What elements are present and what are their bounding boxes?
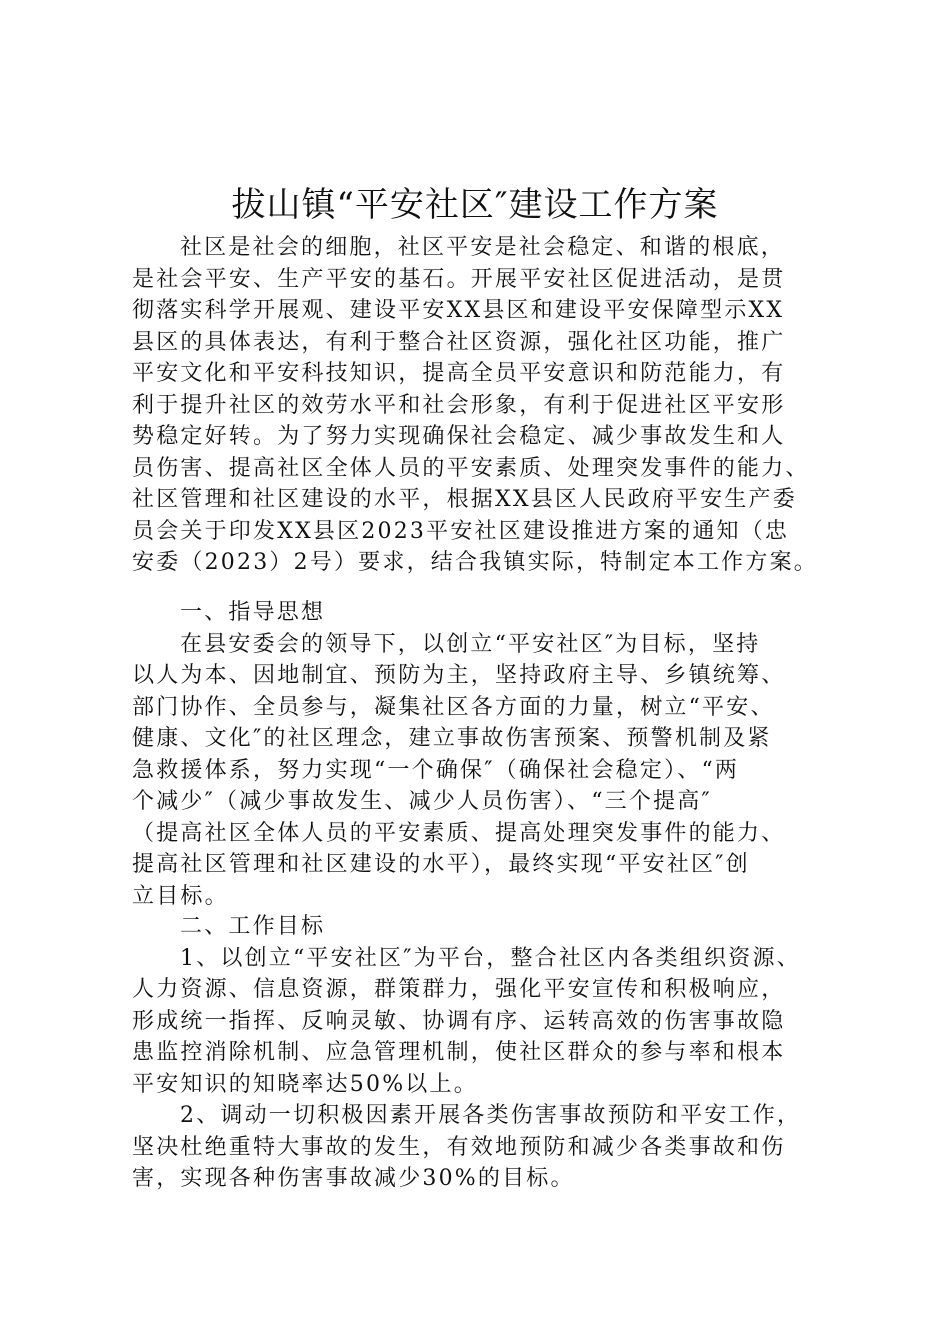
section-heading: 一、指导思想 [180, 600, 326, 625]
paragraph-line: 提高社区管理和社区建设的水平），最终实现“平安社区″创 [132, 852, 750, 877]
paragraph-line: 员伤害、提高社区全体人员的平安素质、处理突发事件的能力、 [132, 455, 810, 481]
paragraph-line: 社区是社会的细胞，社区平安是社会稳定、和谐的根底， [180, 235, 786, 260]
paragraph-line: 以人为本、因地制宜、预防为主，坚持政府主导、乡镇统筹、 [132, 663, 786, 688]
paragraph-line: 在县安委会的领导下，以创立“平安社区″为目标，坚持 [180, 631, 761, 657]
paragraph-line: 人力资源、信息资源，群策群力，强化平安宣传和积极响应， [132, 977, 786, 1002]
section-heading: 二、工作目标 [180, 914, 326, 939]
paragraph-line: 平安文化和平安科技知识，提高全员平安意识和防范能力，有 [132, 361, 786, 386]
paragraph-line: 彻落实科学开展观、建设平安XX县区和建设平安保障型示XX [132, 298, 785, 323]
document-title: 拔山镇“平安社区″建设工作方案 [231, 185, 719, 225]
paragraph-line: 利于提升社区的效劳水平和社会形象，有利于促进社区平安形 [132, 392, 786, 418]
paragraph-line: 坚决杜绝重特大事故的发生，有效地预防和减少各类事故和伤 [132, 1134, 786, 1160]
paragraph-line: 安委（2023）2号）要求，结合我镇实际，特制定本工作方案。 [132, 550, 818, 575]
paragraph-line: 县区的具体表达，有利于整合社区资源，强化社区功能，推广 [132, 329, 786, 355]
paragraph-line: 个减少″（减少事故发生、减少人员伤害）、“三个提高″ [132, 789, 712, 814]
paragraph-line: 立目标。 [132, 883, 229, 909]
paragraph-line: 势稳定好转。为了努力实现确保社会稳定、减少事故发生和人 [132, 424, 786, 449]
section-guiding-thought [132, 597, 852, 912]
paragraph-line: 害，实现各种伤害事故减少30%的目标。 [132, 1166, 575, 1191]
paragraph-line: 患监控消除机制、应急管理机制，使社区群众的参与率和根本 [132, 1040, 786, 1065]
paragraph-line: 社区管理和社区建设的水平，根据XX县区人民政府平安生产委 [132, 487, 797, 512]
paragraph-line: 部门协作、全员参与，凝集社区各方面的力量，树立“平安、 [132, 694, 775, 720]
paragraph-line: 是社会平安、生产平安的基石。开展平安社区促进活动，是贯 [132, 266, 786, 292]
paragraph-line: 健康、文化″的社区理念，建立事故伤害预案、预警机制及紧 [132, 726, 772, 751]
paragraph-line: 平安知识的知晓率达50%以上。 [132, 1071, 478, 1097]
paragraph-line: 急救援体系，努力实现“一个确保″（确保社会稳定）、“两 [132, 757, 740, 783]
section-work-goals [132, 911, 852, 1195]
intro-paragraph [132, 232, 852, 579]
paragraph-line: 形成统一指挥、反响灵敏、协调有序、运转高效的伤害事故隐 [132, 1008, 786, 1034]
paragraph-line: 2、调动一切积极因素开展各类伤害事故预防和平安工作， [180, 1103, 802, 1128]
paragraph-line: （提高社区全体人员的平安素质、提高处理突发事件的能力、 [132, 820, 786, 846]
paragraph-line: 1、以创立“平安社区″为平台，整合社区内各类组织资源、 [180, 945, 801, 971]
paragraph-line: 员会关于印发XX县区2023平安社区建设推进方案的通知（忠 [132, 518, 790, 544]
